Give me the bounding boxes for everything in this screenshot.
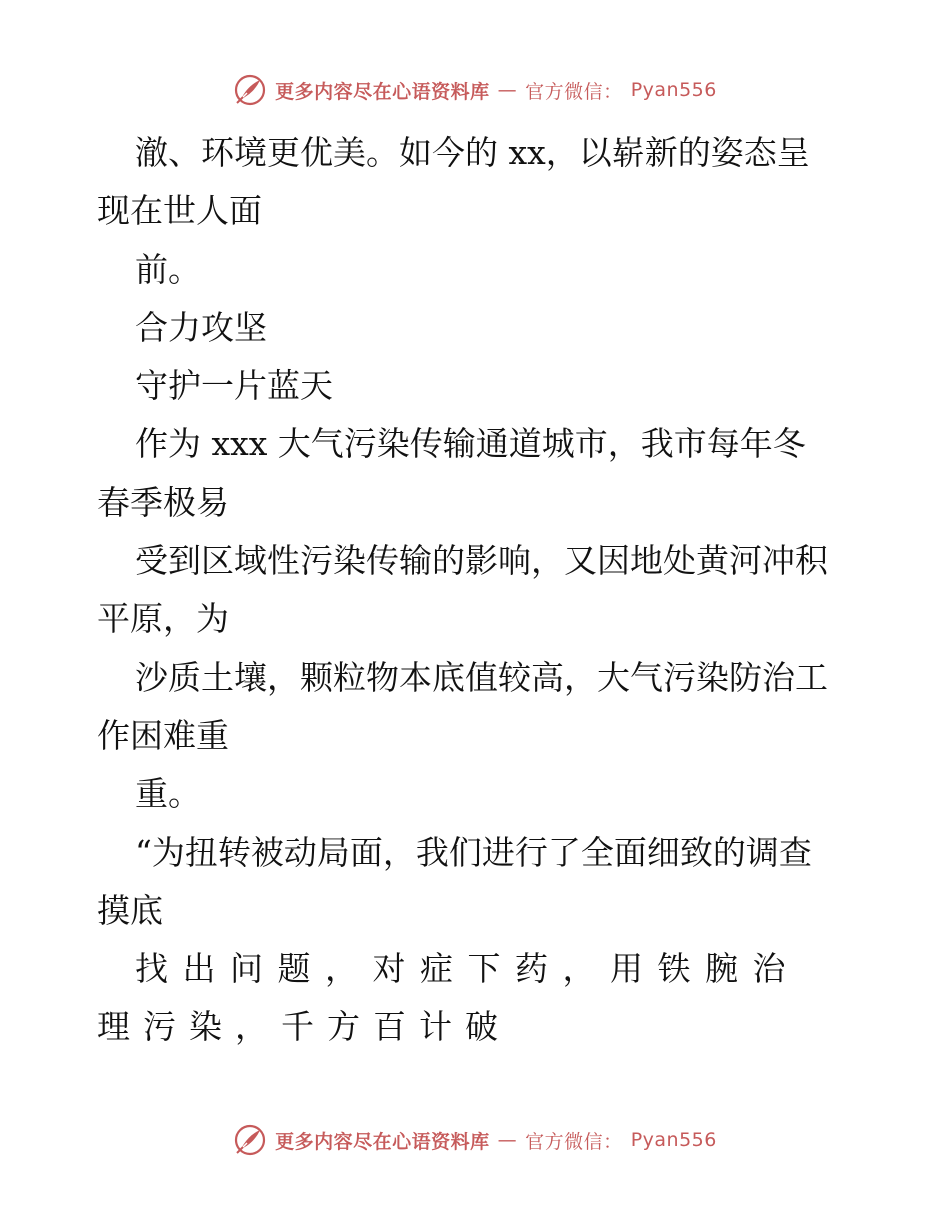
text-line: 沙质土壤，颗粒物本底值较高，大气污染防治工 [135,657,828,697]
watermark-brand: 更多内容尽在心语资料库 [275,80,490,103]
watermark-label: 官方微信： [525,1130,623,1153]
document-body [97,124,857,1057]
footer-watermark [0,1120,950,1160]
watermark-brand: 更多内容尽在心语资料库 [275,1130,490,1153]
watermark-separator: — [497,1129,518,1151]
text-line: 澈、环境更优美。如今的 xx，以崭新的姿态呈 [135,133,810,172]
text-line: 春季极易 [97,482,229,522]
text-line: 受到区域性污染传输的影响，又因地处黄河冲积 [135,541,828,581]
section-heading: 合力攻坚 [135,307,267,347]
text-line: 重。 [135,774,201,814]
text-line: 现在世人面 [97,191,262,231]
text-line: 摸底 [97,890,163,930]
text-line: 作为 xxx 大气污染传输通道城市，我市每年冬 [135,424,806,464]
watermark-wechat-id: Pyan556 [630,79,717,101]
header-watermark [0,70,950,110]
feather-pen-logo-icon [233,73,267,107]
text-line: 平原，为 [97,599,229,639]
text-line: “为扭转被动局面，我们进行了全面细致的调查 [135,832,812,872]
watermark-wechat-id: Pyan556 [630,1129,717,1151]
text-line: 前。 [135,249,201,289]
feather-pen-logo-icon [233,1123,267,1157]
text-line: 理污染，千方百计破 [97,1007,511,1047]
section-subheading: 守护一片蓝天 [135,366,333,406]
text-line: 找出问题，对症下药，用铁腕治 [135,949,800,989]
watermark-separator: — [497,79,518,101]
watermark-label: 官方微信： [525,80,623,103]
text-line: 作困难重 [97,715,229,755]
